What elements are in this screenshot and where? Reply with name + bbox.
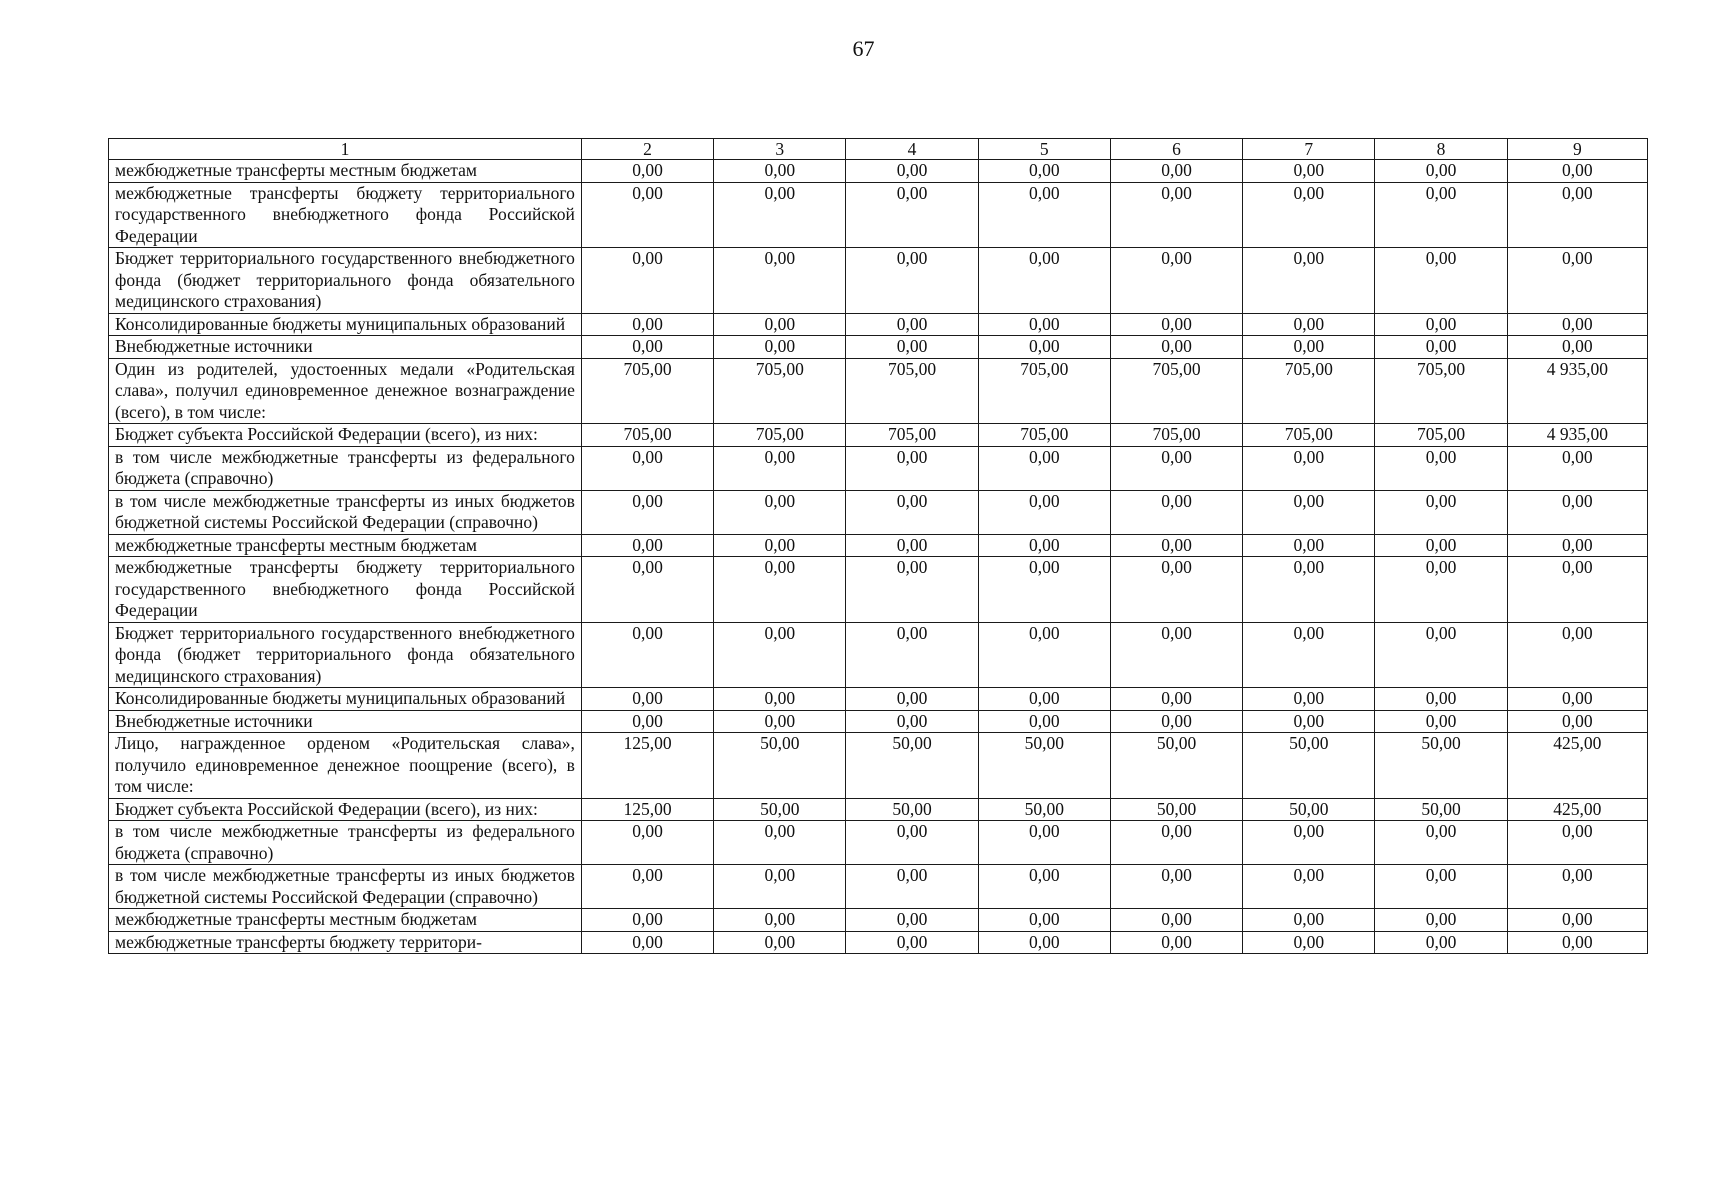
- column-number: 4: [846, 139, 978, 160]
- cell-value: 0,00: [1507, 865, 1647, 909]
- cell-value: 0,00: [714, 865, 846, 909]
- cell-value: 0,00: [846, 865, 978, 909]
- cell-value: 0,00: [1243, 909, 1375, 932]
- cell-value: 0,00: [1110, 821, 1242, 865]
- cell-value: 50,00: [714, 733, 846, 799]
- cell-value: 0,00: [978, 710, 1110, 733]
- cell-value: 425,00: [1507, 733, 1647, 799]
- cell-value: 0,00: [846, 160, 978, 183]
- cell-value: 0,00: [1243, 557, 1375, 623]
- column-number-row: [109, 139, 1648, 160]
- cell-value: 705,00: [714, 358, 846, 424]
- cell-value: 0,00: [978, 688, 1110, 711]
- cell-value: 0,00: [1375, 490, 1507, 534]
- cell-value: 705,00: [1243, 358, 1375, 424]
- cell-value: 4 935,00: [1507, 358, 1647, 424]
- cell-value: 0,00: [714, 557, 846, 623]
- column-number: 7: [1243, 139, 1375, 160]
- table-row: [109, 733, 1648, 799]
- cell-value: 0,00: [978, 336, 1110, 359]
- cell-value: 0,00: [1110, 534, 1242, 557]
- cell-value: 0,00: [1375, 688, 1507, 711]
- column-number: 5: [978, 139, 1110, 160]
- cell-value: 0,00: [581, 909, 713, 932]
- cell-value: 0,00: [1243, 182, 1375, 248]
- cell-value: 0,00: [978, 931, 1110, 954]
- cell-value: 0,00: [846, 557, 978, 623]
- table-row: [109, 424, 1648, 447]
- row-label: в том числе межбюджетные трансферты из иных бюджетов бюджетной системы Российской Федерации (справочно): [109, 865, 582, 909]
- cell-value: 0,00: [714, 182, 846, 248]
- cell-value: 0,00: [1507, 821, 1647, 865]
- row-label: Лицо, награжденное орденом «Родительская слава», получило единовременное денежное поощрение (всего), в том числе:: [109, 733, 582, 799]
- row-label: межбюджетные трансферты бюджету территориального государственного внебюджетного фонда Российской Федерации: [109, 182, 582, 248]
- cell-value: 0,00: [978, 622, 1110, 688]
- cell-value: 50,00: [1375, 733, 1507, 799]
- table-row: [109, 798, 1648, 821]
- cell-value: 0,00: [1243, 931, 1375, 954]
- cell-value: 0,00: [1507, 248, 1647, 314]
- cell-value: 0,00: [1110, 182, 1242, 248]
- cell-value: 0,00: [1507, 622, 1647, 688]
- cell-value: 0,00: [1243, 248, 1375, 314]
- cell-value: 0,00: [1243, 710, 1375, 733]
- cell-value: 0,00: [1110, 931, 1242, 954]
- table-row: [109, 622, 1648, 688]
- cell-value: 705,00: [581, 424, 713, 447]
- cell-value: 0,00: [1243, 313, 1375, 336]
- cell-value: 0,00: [1110, 865, 1242, 909]
- cell-value: 0,00: [1507, 534, 1647, 557]
- cell-value: 0,00: [846, 710, 978, 733]
- cell-value: 0,00: [1507, 490, 1647, 534]
- table-row: [109, 909, 1648, 932]
- cell-value: 0,00: [1110, 622, 1242, 688]
- cell-value: 0,00: [1110, 446, 1242, 490]
- row-label: в том числе межбюджетные трансферты из федерального бюджета (справочно): [109, 446, 582, 490]
- column-number: 1: [109, 139, 582, 160]
- cell-value: 0,00: [1243, 821, 1375, 865]
- cell-value: 425,00: [1507, 798, 1647, 821]
- cell-value: 0,00: [581, 534, 713, 557]
- cell-value: 0,00: [714, 313, 846, 336]
- cell-value: 0,00: [1507, 931, 1647, 954]
- row-label: Консолидированные бюджеты муниципальных образований: [109, 688, 582, 711]
- row-label: межбюджетные трансферты местным бюджетам: [109, 160, 582, 183]
- cell-value: 0,00: [978, 865, 1110, 909]
- cell-value: 0,00: [1375, 534, 1507, 557]
- cell-value: 0,00: [846, 336, 978, 359]
- cell-value: 0,00: [714, 248, 846, 314]
- cell-value: 0,00: [581, 490, 713, 534]
- cell-value: 0,00: [1375, 248, 1507, 314]
- cell-value: 0,00: [581, 710, 713, 733]
- cell-value: 0,00: [1375, 160, 1507, 183]
- cell-value: 0,00: [978, 909, 1110, 932]
- cell-value: 0,00: [1375, 865, 1507, 909]
- table-row: [109, 931, 1648, 954]
- cell-value: 0,00: [1243, 534, 1375, 557]
- cell-value: 0,00: [978, 490, 1110, 534]
- row-label: Консолидированные бюджеты муниципальных образований: [109, 313, 582, 336]
- cell-value: 0,00: [581, 865, 713, 909]
- cell-value: 50,00: [714, 798, 846, 821]
- cell-value: 50,00: [978, 798, 1110, 821]
- cell-value: 0,00: [1507, 688, 1647, 711]
- cell-value: 0,00: [846, 909, 978, 932]
- cell-value: 0,00: [1110, 248, 1242, 314]
- cell-value: 0,00: [714, 688, 846, 711]
- cell-value: 705,00: [846, 424, 978, 447]
- cell-value: 705,00: [1110, 424, 1242, 447]
- cell-value: 0,00: [846, 931, 978, 954]
- row-label: в том числе межбюджетные трансферты из федерального бюджета (справочно): [109, 821, 582, 865]
- cell-value: 0,00: [846, 182, 978, 248]
- table-row: [109, 710, 1648, 733]
- cell-value: 0,00: [978, 557, 1110, 623]
- cell-value: 0,00: [1110, 313, 1242, 336]
- cell-value: 50,00: [846, 798, 978, 821]
- table-row: [109, 865, 1648, 909]
- column-number: 2: [581, 139, 713, 160]
- row-label: межбюджетные трансферты бюджету территориального государственного внебюджетного фонда Российской Федерации: [109, 557, 582, 623]
- cell-value: 0,00: [978, 534, 1110, 557]
- cell-value: 50,00: [1375, 798, 1507, 821]
- table-row: [109, 557, 1648, 623]
- cell-value: 0,00: [846, 534, 978, 557]
- table-row: [109, 358, 1648, 424]
- cell-value: 50,00: [978, 733, 1110, 799]
- row-label: Бюджет субъекта Российской Федерации (всего), из них:: [109, 798, 582, 821]
- cell-value: 0,00: [1243, 336, 1375, 359]
- row-label: межбюджетные трансферты местным бюджетам: [109, 909, 582, 932]
- table-row: [109, 446, 1648, 490]
- cell-value: 0,00: [1243, 688, 1375, 711]
- cell-value: 705,00: [1375, 424, 1507, 447]
- cell-value: 0,00: [581, 557, 713, 623]
- cell-value: 0,00: [1375, 446, 1507, 490]
- table-row: [109, 160, 1648, 183]
- cell-value: 0,00: [581, 313, 713, 336]
- cell-value: 0,00: [1243, 622, 1375, 688]
- cell-value: 0,00: [1243, 446, 1375, 490]
- cell-value: 0,00: [1375, 336, 1507, 359]
- cell-value: 705,00: [581, 358, 713, 424]
- cell-value: 0,00: [1110, 557, 1242, 623]
- cell-value: 0,00: [581, 622, 713, 688]
- row-label: Внебюджетные источники: [109, 336, 582, 359]
- row-label: межбюджетные трансферты местным бюджетам: [109, 534, 582, 557]
- row-label: Один из родителей, удостоенных медали «Родительская слава», получил единовременное денежное вознаграждение (всего), в том числе:: [109, 358, 582, 424]
- cell-value: 0,00: [581, 821, 713, 865]
- cell-value: 0,00: [978, 313, 1110, 336]
- cell-value: 0,00: [714, 622, 846, 688]
- cell-value: 705,00: [978, 424, 1110, 447]
- cell-value: 0,00: [1375, 622, 1507, 688]
- cell-value: 0,00: [714, 534, 846, 557]
- column-number: 8: [1375, 139, 1507, 160]
- cell-value: 0,00: [581, 688, 713, 711]
- cell-value: 0,00: [1375, 557, 1507, 623]
- cell-value: 0,00: [978, 160, 1110, 183]
- cell-value: 0,00: [714, 446, 846, 490]
- table-body: [109, 139, 1648, 954]
- cell-value: 125,00: [581, 733, 713, 799]
- row-label: Бюджет субъекта Российской Федерации (всего), из них:: [109, 424, 582, 447]
- cell-value: 0,00: [1110, 336, 1242, 359]
- cell-value: 0,00: [1507, 160, 1647, 183]
- cell-value: 0,00: [1375, 909, 1507, 932]
- cell-value: 0,00: [1375, 710, 1507, 733]
- cell-value: 0,00: [978, 446, 1110, 490]
- cell-value: 0,00: [1507, 313, 1647, 336]
- column-number: 9: [1507, 139, 1647, 160]
- cell-value: 0,00: [714, 710, 846, 733]
- cell-value: 0,00: [581, 446, 713, 490]
- cell-value: 0,00: [846, 313, 978, 336]
- cell-value: 0,00: [714, 909, 846, 932]
- cell-value: 0,00: [714, 160, 846, 183]
- column-number: 3: [714, 139, 846, 160]
- cell-value: 0,00: [978, 248, 1110, 314]
- table-row: [109, 821, 1648, 865]
- row-label: межбюджетные трансферты бюджету территори-: [109, 931, 582, 954]
- cell-value: 50,00: [1110, 798, 1242, 821]
- cell-value: 0,00: [846, 688, 978, 711]
- table-row: [109, 688, 1648, 711]
- cell-value: 705,00: [714, 424, 846, 447]
- cell-value: 0,00: [1507, 909, 1647, 932]
- cell-value: 0,00: [714, 490, 846, 534]
- cell-value: 125,00: [581, 798, 713, 821]
- page-number: 67: [852, 36, 875, 61]
- row-label: Бюджет территориального государственного внебюджетного фонда (бюджет территориального фонда обязательного медицинского страхования): [109, 622, 582, 688]
- cell-value: 705,00: [846, 358, 978, 424]
- cell-value: 0,00: [1507, 557, 1647, 623]
- cell-value: 0,00: [714, 931, 846, 954]
- cell-value: 0,00: [581, 336, 713, 359]
- cell-value: 0,00: [846, 821, 978, 865]
- row-label: в том числе межбюджетные трансферты из иных бюджетов бюджетной системы Российской Федерации (справочно): [109, 490, 582, 534]
- column-number: 6: [1110, 139, 1242, 160]
- cell-value: 0,00: [846, 248, 978, 314]
- cell-value: 50,00: [846, 733, 978, 799]
- cell-value: 0,00: [1507, 710, 1647, 733]
- table-row: [109, 534, 1648, 557]
- cell-value: 0,00: [1507, 446, 1647, 490]
- cell-value: 0,00: [1375, 182, 1507, 248]
- cell-value: 0,00: [846, 622, 978, 688]
- cell-value: 0,00: [1375, 313, 1507, 336]
- cell-value: 0,00: [1110, 688, 1242, 711]
- cell-value: 0,00: [581, 160, 713, 183]
- row-label: Внебюджетные источники: [109, 710, 582, 733]
- cell-value: 0,00: [1243, 490, 1375, 534]
- cell-value: 0,00: [1243, 160, 1375, 183]
- cell-value: 0,00: [1110, 710, 1242, 733]
- table-row: [109, 313, 1648, 336]
- cell-value: 0,00: [1110, 909, 1242, 932]
- cell-value: 0,00: [1375, 931, 1507, 954]
- cell-value: 0,00: [1243, 865, 1375, 909]
- cell-value: 0,00: [581, 248, 713, 314]
- cell-value: 705,00: [1375, 358, 1507, 424]
- table-row: [109, 182, 1648, 248]
- cell-value: 0,00: [846, 490, 978, 534]
- cell-value: 0,00: [714, 336, 846, 359]
- cell-value: 0,00: [1507, 336, 1647, 359]
- table-row: [109, 336, 1648, 359]
- cell-value: 4 935,00: [1507, 424, 1647, 447]
- cell-value: 0,00: [978, 182, 1110, 248]
- cell-value: 705,00: [1110, 358, 1242, 424]
- cell-value: 705,00: [1243, 424, 1375, 447]
- row-label: Бюджет территориального государственного внебюджетного фонда (бюджет территориального фонда обязательного медицинского страхования): [109, 248, 582, 314]
- cell-value: 0,00: [846, 446, 978, 490]
- cell-value: 0,00: [1375, 821, 1507, 865]
- cell-value: 0,00: [581, 931, 713, 954]
- cell-value: 0,00: [1110, 160, 1242, 183]
- cell-value: 50,00: [1110, 733, 1242, 799]
- cell-value: 50,00: [1243, 733, 1375, 799]
- cell-value: 50,00: [1243, 798, 1375, 821]
- cell-value: 0,00: [978, 821, 1110, 865]
- cell-value: 0,00: [581, 182, 713, 248]
- table-row: [109, 490, 1648, 534]
- budget-table: [108, 138, 1648, 954]
- table-row: [109, 248, 1648, 314]
- cell-value: 0,00: [1110, 490, 1242, 534]
- cell-value: 705,00: [978, 358, 1110, 424]
- cell-value: 0,00: [1507, 182, 1647, 248]
- cell-value: 0,00: [714, 821, 846, 865]
